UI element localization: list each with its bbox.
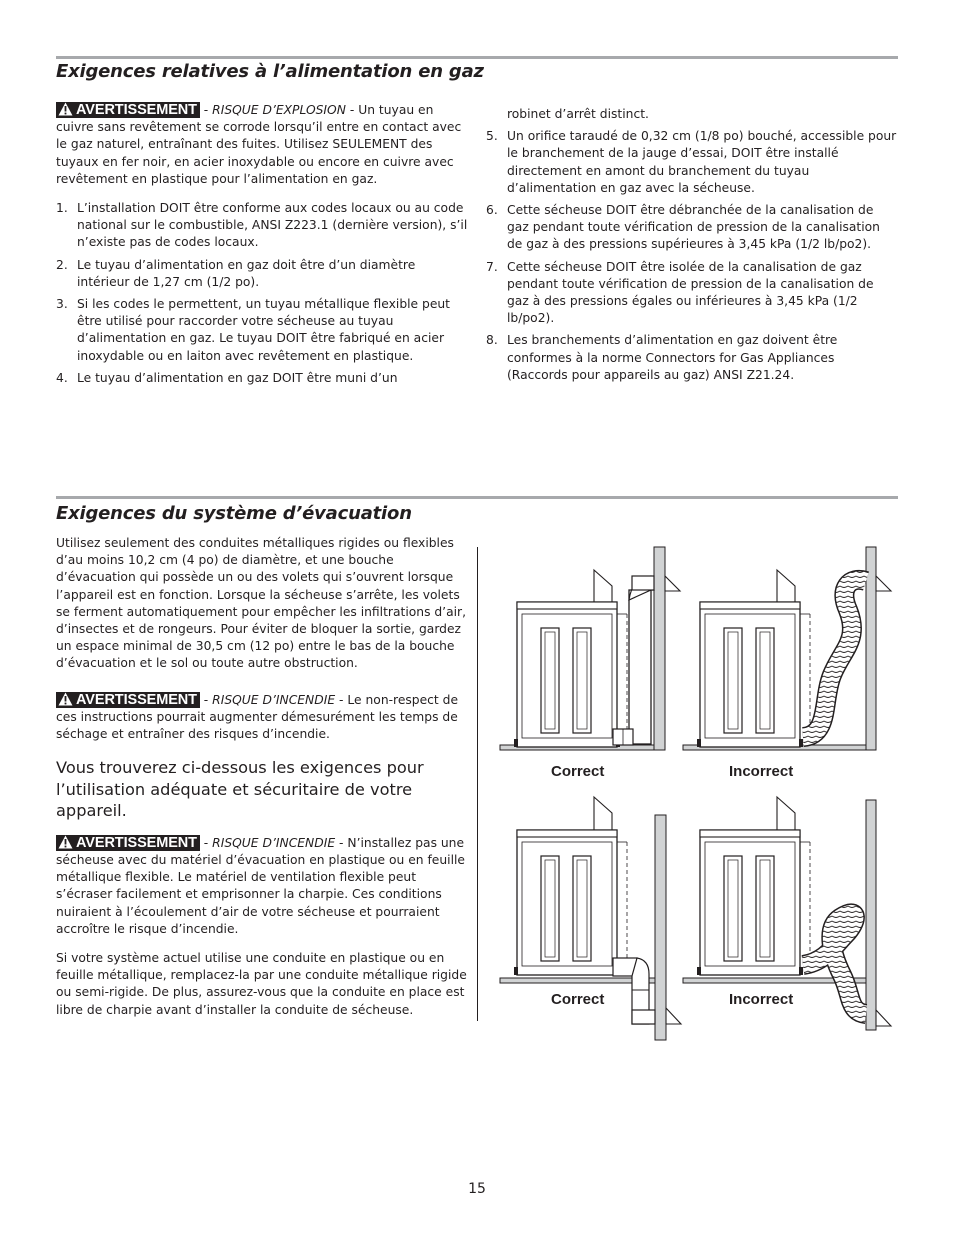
list-item-text: L’installation DOIT être conforme aux codes locaux ou au code national sur le combustible, ANSI Z223.1 (dernière version), s’il n’existe pas de codes locaux. xyxy=(77,201,468,250)
gas-requirements-list-left xyxy=(56,200,468,387)
list-item-number: 2. xyxy=(56,257,68,272)
list-item-continuation: robinet d’arrêt distinct. xyxy=(507,107,649,121)
list-item-text: Le tuyau d’alimentation en gaz DOIT être muni d’un xyxy=(77,370,398,385)
risk-label: RISQUE D’EXPLOSION xyxy=(212,103,346,117)
caption-top-incorrect: Incorrect xyxy=(729,763,794,780)
exhaust-closing: Si votre système actuel utilise une conduite en plastique ou en feuille métallique, remplacez-la par une conduite métallique rigide ou semi-rigide. De plus, assurez-vous que la conduite en place est libre de charpie avant d’installer la conduite de sécheuse. xyxy=(56,950,467,1017)
warning-label: AVERTISSEMENT xyxy=(76,691,197,708)
warning-text: Un tuyau en cuivre sans revêtement se corrode lorsqu’il entre en contact avec le gaz naturel, entraînant des fuites. Utilisez SEULEMENT des tuyaux en fer noir, en acier inoxydable ou encore en cuivre avec revêtement en plastique pour l’alimentation en gaz. xyxy=(56,103,462,186)
warning-badge xyxy=(56,692,200,708)
list-item xyxy=(486,202,898,254)
warning-sep: - xyxy=(199,103,213,117)
warning-text: Le non-respect de ces instructions pourrait augmenter démesurément les temps de séchage et entraîner des risques d’incendie. xyxy=(56,692,459,742)
list-item-text: Les branchements d’alimentation en gaz doivent être conformes à la norme Connectors for Gas Appliances (Raccords pour appareils au gaz) ANSI Z21.24. xyxy=(507,333,838,382)
exhaust-warning-2 xyxy=(56,835,468,938)
warning-triangle-icon xyxy=(58,692,73,706)
gas-left-column xyxy=(56,102,468,392)
list-item-number: 1. xyxy=(56,201,68,216)
list-item-text: Le tuyau d’alimentation en gaz doit être d’un diamètre intérieur de 1,27 cm (1/2 po). xyxy=(77,257,416,289)
exhaust-subheading: Vous trouverez ci-dessous les exigences pour l’utilisation adéquate et sécuritaire de votre appareil. xyxy=(56,758,424,821)
list-item xyxy=(56,370,468,387)
warning-sep2: - xyxy=(335,692,348,707)
warning-sep2: - xyxy=(335,835,348,850)
section-title-exhaust: Exigences du système d’évacuation xyxy=(56,503,412,524)
list-item-number: 8. xyxy=(486,333,498,348)
warning-label: AVERTISSEMENT xyxy=(76,102,197,118)
exhaust-warning-1 xyxy=(56,692,468,744)
list-item xyxy=(486,259,898,328)
list-item-text: Cette sécheuse DOIT être isolée de la canalisation de gaz pendant toute vérification de pression de la canalisation de gaz à des pressions égales ou inférieures à 3,45 kPa (1/2 lb/po2). xyxy=(507,259,874,326)
warning-triangle-icon xyxy=(58,102,73,116)
caption-bottom-incorrect: Incorrect xyxy=(729,991,794,1008)
caption-top-correct: Correct xyxy=(551,763,605,780)
list-item-text: Si les codes le permettent, un tuyau métallique flexible peut être utilisé pour raccorder votre sécheuse au tuyau d’alimentation en gaz. Le tuyau DOIT être fabriqué en acier inoxydable ou en laiton avec revêtement en plastique. xyxy=(77,297,451,363)
list-item-number: 6. xyxy=(486,203,498,218)
gas-right-column xyxy=(486,106,898,389)
warning-triangle-icon xyxy=(58,835,73,849)
list-item-number: 7. xyxy=(486,259,498,274)
list-item xyxy=(486,128,898,197)
warning-sep: - xyxy=(199,835,213,850)
risk-label: RISQUE D’INCENDIE xyxy=(212,835,336,850)
list-item-number: 3. xyxy=(56,297,68,312)
warning-sep: - xyxy=(199,692,213,707)
exhaust-intro: Utilisez seulement des conduites métalliques rigides ou flexibles d’au moins 10,2 cm (4 po) de diamètre, et une bouche d’évacuation qui possède un ou des volets qui s’ouvrent lorsque l’appareil est en fonction. Lorsque la sécheuse s’arrête, les volets se ferment automatiquement pour empêcher les infiltrations d’air, d’insectes et de rongeurs. Pour éviter de bloquer la sortie, gardez un espace minimal de 30,5 cm (12 po) entre le bas de la bouche d’évacuation et le sol ou toute autre obstruction. xyxy=(56,536,467,671)
section-title-gas: Exigences relatives à l’alimentation en gaz xyxy=(56,61,484,82)
caption-bottom-correct: Correct xyxy=(551,991,605,1008)
gas-warning xyxy=(56,102,468,188)
list-item xyxy=(56,200,468,252)
page-number: 15 xyxy=(468,1181,486,1197)
warning-badge xyxy=(56,102,200,118)
warning-label: AVERTISSEMENT xyxy=(76,834,197,851)
section-rule-gas xyxy=(56,56,898,59)
exhaust-text-column xyxy=(56,535,468,1019)
diagram-correct-rigid-up xyxy=(500,547,680,750)
warning-badge xyxy=(56,835,200,851)
list-item xyxy=(56,296,468,365)
list-item-number: 5. xyxy=(486,129,498,144)
list-item xyxy=(56,257,468,291)
column-divider xyxy=(477,547,478,1021)
risk-label: RISQUE D’INCENDIE xyxy=(212,692,336,707)
warning-sep2: - xyxy=(345,103,359,117)
list-item-number: 4. xyxy=(56,370,68,385)
warning-text: N’installez pas une sécheuse avec du matériel d’évacuation en plastique ou en feuille métallique flexible. Le matériel de ventilation flexible peut s’écraser facilement et emprisonner la charpie. Ces conditions nuiraient à l’écoulement d’air de votre sécheuse et pourraient accroître le risque d’incendie. xyxy=(56,835,465,936)
list-item xyxy=(486,332,898,384)
list-item-text: Un orifice taraudé de 0,32 cm (1/8 po) bouché, accessible pour le branchement de la jauge d’essai, DOIT être installé directement en amont du branchement du tuyau d’alimentation en gaz avec la sécheuse. xyxy=(507,129,897,195)
section-rule-exhaust xyxy=(56,496,898,499)
diagram-incorrect-flexible-up xyxy=(683,547,891,750)
list-item-text: Cette sécheuse DOIT être débranchée de la canalisation de gaz pendant toute vérification de pression de la canalisation de gaz à des pressions supérieures à 3,45 kPa (1/2 lb/po2). xyxy=(507,203,880,252)
gas-requirements-list-right xyxy=(486,128,898,384)
